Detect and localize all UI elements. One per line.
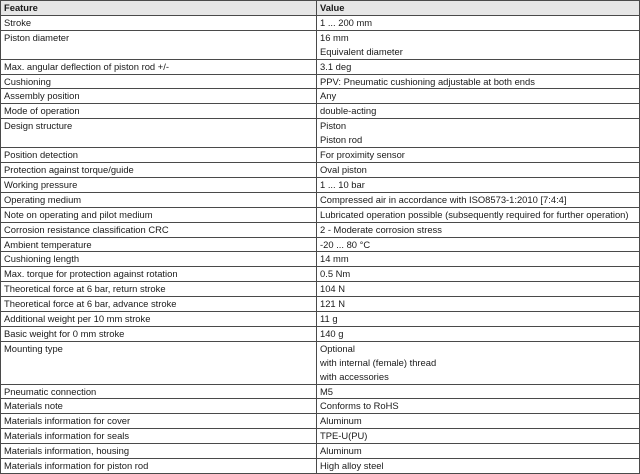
value-cell: [317, 148, 640, 163]
table-row: [1, 237, 640, 252]
value-cell: [317, 15, 640, 30]
value-cell: [317, 104, 640, 119]
table-row: [1, 459, 640, 474]
value-cell: [317, 177, 640, 192]
feature-cell: Max. torque for protection against rotation: [1, 267, 317, 282]
feature-cell: Stroke: [1, 15, 317, 30]
value-line: 11 g: [320, 313, 338, 325]
feature-cell: Cushioning length: [1, 252, 317, 267]
value-cell: [317, 30, 640, 59]
value-cell: [317, 341, 640, 384]
value-cell: [317, 429, 640, 444]
value-line: with accessories: [320, 370, 389, 382]
value-line: 16 mm: [320, 31, 349, 43]
value-line: M5: [320, 385, 334, 397]
feature-cell: Pneumatic connection: [1, 384, 317, 399]
value-line: 104 N: [320, 283, 346, 295]
feature-cell: Operating medium: [1, 192, 317, 207]
table-row: [1, 267, 640, 282]
value-cell: [317, 384, 640, 399]
table-row: [1, 89, 640, 104]
value-line: 14 mm: [320, 253, 349, 265]
table-row: [1, 297, 640, 312]
feature-cell: Corrosion resistance classification CRC: [1, 222, 317, 237]
value-cell: [317, 119, 640, 148]
feature-cell: Materials information for piston rod: [1, 459, 317, 474]
value-line: 140 g: [320, 327, 344, 339]
value-cell: [317, 414, 640, 429]
value-line: Any: [320, 90, 337, 102]
value-line: Optional: [320, 342, 355, 354]
table-row: [1, 30, 640, 59]
table-row: [1, 104, 640, 119]
value-cell: [317, 282, 640, 297]
value-cell: [317, 59, 640, 74]
feature-cell: Basic weight for 0 mm stroke: [1, 326, 317, 341]
feature-cell: Protection against torque/guide: [1, 162, 317, 177]
table-row: [1, 119, 640, 148]
table-row: [1, 252, 640, 267]
table-row: [1, 384, 640, 399]
feature-cell: Mode of operation: [1, 104, 317, 119]
value-line: Aluminum: [320, 445, 362, 457]
feature-cell: Assembly position: [1, 89, 317, 104]
feature-cell: Theoretical force at 6 bar, return stroke: [1, 282, 317, 297]
value-cell: [317, 237, 640, 252]
value-line: High alloy steel: [320, 460, 384, 472]
value-cell: [317, 162, 640, 177]
feature-cell: Piston diameter: [1, 30, 317, 59]
feature-cell: Design structure: [1, 119, 317, 148]
header-value: Value: [317, 1, 640, 16]
feature-cell: Materials information for cover: [1, 414, 317, 429]
table-row: [1, 326, 640, 341]
feature-cell: Materials information for seals: [1, 429, 317, 444]
value-line: TPE-U(PU): [320, 430, 368, 442]
table-row: [1, 429, 640, 444]
table-row: [1, 282, 640, 297]
value-line: 3.1 deg: [320, 60, 352, 72]
value-line: Piston: [320, 120, 347, 132]
value-cell: [317, 267, 640, 282]
spec-body: [1, 15, 640, 473]
value-line: Conforms to RoHS: [320, 400, 399, 412]
value-cell: [317, 312, 640, 327]
header-feature: Feature: [1, 1, 317, 16]
value-cell: [317, 89, 640, 104]
feature-cell: Position detection: [1, 148, 317, 163]
value-cell: [317, 326, 640, 341]
feature-cell: Ambient temperature: [1, 237, 317, 252]
feature-cell: Mounting type: [1, 341, 317, 384]
feature-cell: Working pressure: [1, 177, 317, 192]
table-row: [1, 177, 640, 192]
value-line: For proximity sensor: [320, 149, 405, 161]
value-line: 2 - Moderate corrosion stress: [320, 223, 442, 235]
value-line: PPV: Pneumatic cushioning adjustable at both ends: [320, 75, 535, 87]
value-cell: [317, 192, 640, 207]
value-cell: [317, 444, 640, 459]
feature-cell: Theoretical force at 6 bar, advance stroke: [1, 297, 317, 312]
value-cell: [317, 297, 640, 312]
value-cell: [317, 74, 640, 89]
header-row: [1, 1, 640, 16]
table-row: [1, 59, 640, 74]
value-line: 1 ... 200 mm: [320, 16, 373, 28]
table-row: [1, 312, 640, 327]
table-row: [1, 192, 640, 207]
value-line: Oval piston: [320, 163, 367, 175]
feature-cell: Materials information, housing: [1, 444, 317, 459]
feature-cell: Cushioning: [1, 74, 317, 89]
value-line: Equivalent diameter: [320, 45, 403, 57]
value-line: -20 ... 80 °C: [320, 238, 371, 250]
table-row: [1, 15, 640, 30]
table-row: [1, 399, 640, 414]
table-row: [1, 162, 640, 177]
feature-cell: Note on operating and pilot medium: [1, 207, 317, 222]
value-cell: [317, 399, 640, 414]
table-row: [1, 207, 640, 222]
feature-cell: Additional weight per 10 mm stroke: [1, 312, 317, 327]
value-cell: [317, 222, 640, 237]
value-line: 121 N: [320, 298, 346, 310]
table-row: [1, 74, 640, 89]
table-row: [1, 414, 640, 429]
table-row: [1, 341, 640, 384]
value-line: 0.5 Nm: [320, 268, 351, 280]
feature-cell: Max. angular deflection of piston rod +/-: [1, 59, 317, 74]
value-line: 1 ... 10 bar: [320, 178, 365, 190]
value-line: Lubricated operation possible (subsequently required for further operation): [320, 208, 629, 220]
value-line: Piston rod: [320, 134, 363, 146]
value-line: with internal (female) thread: [320, 356, 437, 368]
value-line: Compressed air in accordance with ISO8573-1:2010 [7:4:4]: [320, 193, 567, 205]
value-cell: [317, 459, 640, 474]
value-cell: [317, 252, 640, 267]
feature-cell: Materials note: [1, 399, 317, 414]
table-row: [1, 148, 640, 163]
value-line: Aluminum: [320, 415, 362, 427]
table-row: [1, 444, 640, 459]
table-row: [1, 222, 640, 237]
value-cell: [317, 207, 640, 222]
value-line: double-acting: [320, 105, 377, 117]
